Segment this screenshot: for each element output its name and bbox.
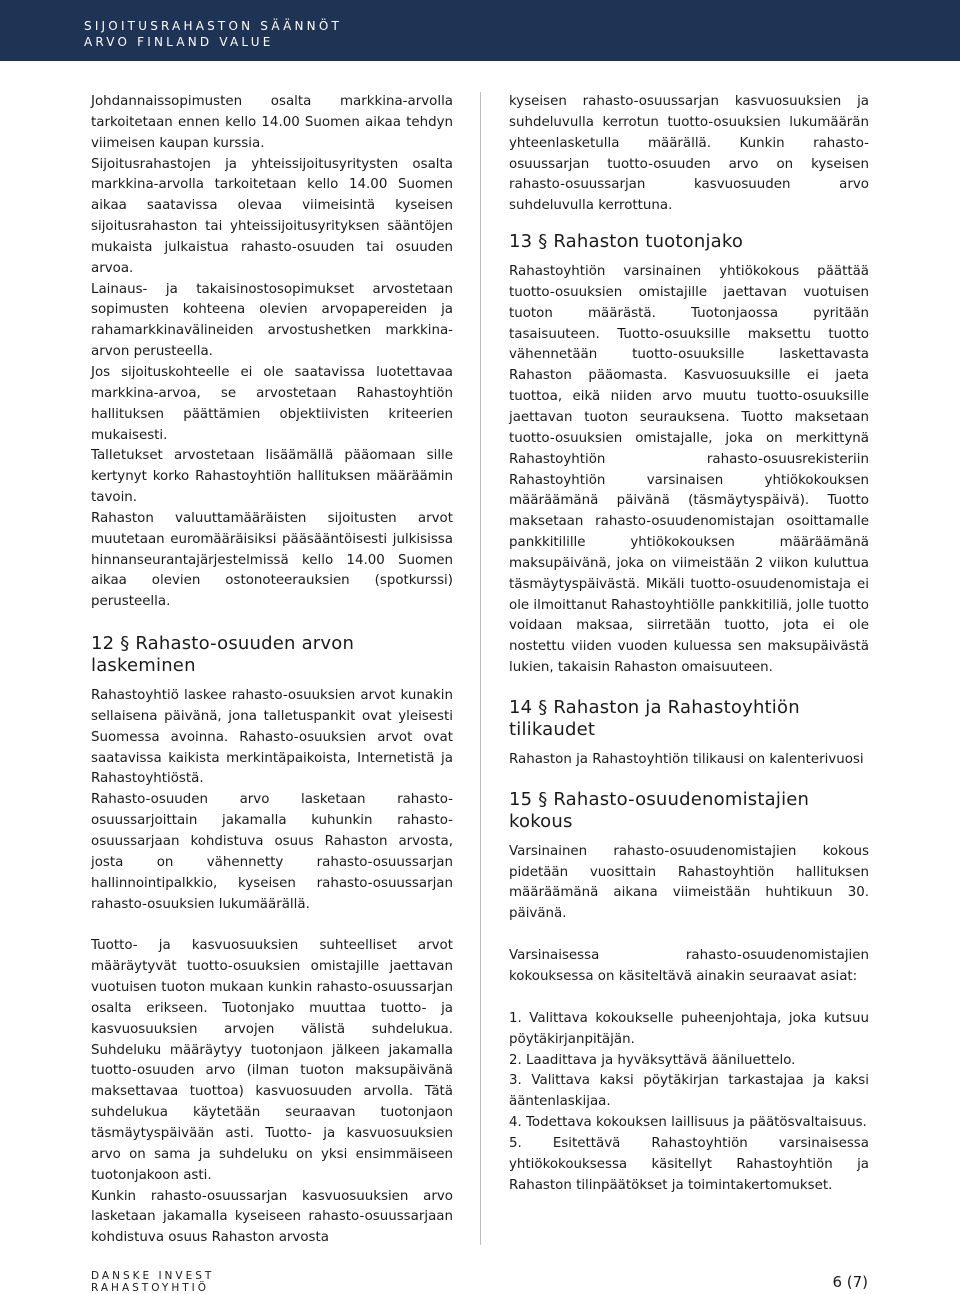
document-title: SIJOITUSRAHASTON SÄÄNNÖT xyxy=(84,19,343,33)
paragraph: kyseisen rahasto-osuussarjan kasvuosuuksien ja suhdeluvulla kerrotun tuotto-osuuksien lukumäärän yhteenlasketulla määrällä. Kunkin rahasto-osuussarjan tuotto-osuuden arvo on kyseisen rahasto-osuussarjan kasvuosuuden arvo suhdeluvulla kerrottuna. xyxy=(509,94,869,214)
paragraph: Rahastoyhtiö laskee rahasto-osuuksien arvot kunakin sellaisena päivänä, jona talletuspankit ovat yleisesti Suomessa avoinna. Rahasto-osuuksien arvot ovat saatavissa kaikista merkintäpaikoista, Internetistä ja Rahastoyhtiöstä. xyxy=(91,688,453,787)
list-item: 2. Laadittava ja hyväksyttävä ääniluettelo. xyxy=(509,1052,796,1068)
paragraph: Lainaus- ja takaisinostosopimukset arvostetaan sopimusten kohteena olevien arvopapereiden ja rahamarkkinavälineiden arvostushetken markkina-arvon perusteella. xyxy=(91,281,453,360)
list-item: 1. Valittava kokoukselle puheenjohtaja, joka kutsuu pöytäkirjanpitäjän. xyxy=(509,1010,869,1047)
section-heading-13: 13 § Rahaston tuotonjako xyxy=(509,231,744,253)
paragraph: Rahaston ja Rahastoyhtiön tilikausi on kalenterivuosi xyxy=(509,751,864,767)
footer-brand xyxy=(91,1270,214,1294)
paragraph: Rahaston valuuttamääräisten sijoitusten arvot muutetaan euromääräisiksi pääsääntöisesti julkisissa hinnanseurantajärjestelmissä kello 14.00 Suomen aikaa olevien ostonoteerauksien (spotkurssi) perusteella. xyxy=(91,510,453,610)
section-heading-15: 15 § Rahasto-osuudenomistajien kokous xyxy=(509,788,810,832)
right-column xyxy=(509,92,869,1196)
document-header xyxy=(0,0,960,61)
paragraph: Rahasto-osuuden arvo lasketaan rahasto-osuussarjoittain jakamalla kuhunkin rahasto-osuussarjaan kohdistuva osuus Rahaston arvosta, josta on vähennetty rahasto-osuussarjan hallinnointipalkkio, kyseisen rahasto-osuussarjan rahasto-osuuksien lukumäärällä. xyxy=(91,792,453,912)
left-column xyxy=(91,92,453,1249)
paragraph: Johdannaissopimusten osalta markkina-arvolla tarkoitetaan ennen kello 14.00 Suomen aikaa tehdyn viimeisen kaupan kurssia. xyxy=(91,94,453,151)
list-item: 3. Valittava kaksi pöytäkirjan tarkastajaa ja kaksi ääntenlaskijaa. xyxy=(509,1073,869,1110)
brand-line: DANSKE INVEST xyxy=(91,1270,215,1282)
paragraph: Talletukset arvostetaan lisäämällä pääomaan sille kertynyt korko Rahastoyhtiön hallituksen määräämin tavoin. xyxy=(91,448,453,506)
page-number: 6 (7) xyxy=(832,1273,868,1291)
list-item: 5. Esitettävä Rahastoyhtiön varsinaisessa yhtiökokouksessa käsitellyt Rahastoyhtiön ja Rahaston tilinpäätökset ja toimintakertomukset. xyxy=(509,1135,869,1193)
brand-line: RAHASTOYHTIÖ xyxy=(91,1282,209,1294)
paragraph: Rahastoyhtiön varsinainen yhtiökokous päättää tuotto-osuuksien omistajille jaettavan vuotuisen tuoton määrästä. Tuotonjaossa pyritään tasaisuuteen. Tuotto-osuuksille maksettu tuotto vähennetään tuotto-osuuksille laskettavasta Rahaston pääomasta. Kasvuosuuksille ei jaeta tuottoa, eikä niiden arvo muutu tuotto-osuuksille jaettavan tuoton seurauksena. Tuotto maksetaan tuotto-osuuksien omistajalle, joka on merkittynä Rahastoyhtiön rahasto-osuusrekisteriin Rahastoyhtiön varsinaisen yhtiökokouksen määräämänä päivänä (täsmäytyspäivä). Tuotto maksetaan rahasto-osuudenomistajan osoittamalle pankkitilille yhtiökokouksen määräämänä maksupäivänä, joka on viimeistään 2 viikon kuluttua täsmäytyspäivästä. Mikäli tuotto-osuudenomistaja ei ole ilmoittanut Rahastoyhtiölle pankkitiliä, jolle tuotto voidaan maksaa, siirretään tuotto, jota ei ole nostettu viiden vuoden kuluessa sen maksupäivästä lukien, takaisin Rahaston omaisuuteen. xyxy=(509,264,869,676)
paragraph: Sijoitusrahastojen ja yhteissijoitusyritysten osalta markkina-arvolla tarkoitetaan kello 14.00 Suomen aikaa saatavissa olevaa viimeisintä kyseisen sijoitusrahaston tai yhteissijoitusyrityksen sääntöjen mukaista julkaistua rahasto-osuuden tai osuuden arvoa. xyxy=(91,156,453,276)
paragraph: Varsinainen rahasto-osuudenomistajien kokous pidetään vuosittain Rahastoyhtiön hallituksen määräämänä aikana viimeistään huhtikuun 30. päivänä. xyxy=(509,843,869,922)
section-heading-14: 14 § Rahaston ja Rahastoyhtiön tilikaudet xyxy=(509,696,800,740)
section-heading-12: 12 § Rahasto-osuuden arvon laskeminen xyxy=(91,633,355,677)
agenda-list xyxy=(509,1009,869,1197)
column-divider xyxy=(480,92,481,1245)
paragraph: Kunkin rahasto-osuussarjan kasvuosuuksien arvo lasketaan jakamalla kyseiseen rahasto-osuussarjaan kohdistuva osuus Rahaston arvosta xyxy=(91,1188,453,1246)
fund-name: ARVO FINLAND VALUE xyxy=(84,35,274,49)
paragraph: Varsinaisessa rahasto-osuudenomistajien kokouksessa on käsiteltävä ainakin seuraavat asiat: xyxy=(509,948,869,984)
list-item: 4. Todettava kokouksen laillisuus ja päätösvaltaisuus. xyxy=(509,1115,867,1131)
paragraph: Tuotto- ja kasvuosuuksien suhteelliset arvot määräytyvät tuotto-osuuksien omistajille jaettavan vuotuisen tuoton mukaan kunkin rahasto-osuussarjan osalta erikseen. Tuotonjako muuttaa tuotto- ja kasvuosuuksien arvojen välistä suhdelukua. Suhdeluku määräytyy tuotonjaon jälkeen jakamalla tuotto-osuuden arvo (ilman tuoton maksupäivänä maksettavaa tuottoa) kasvuosuuden arvolla. Tätä suhdelukua käytetään seuraavan tuotonjaon täsmäytyspäivään asti. Tuotto- ja kasvuosuuksien arvo on sama ja suhdeluku on yksi ensimmäiseen tuotonjakoon asti. xyxy=(91,938,453,1183)
paragraph: Jos sijoituskohteelle ei ole saatavissa luotettavaa markkina-arvoa, se arvostetaan Rahastoyhtiön hallituksen päättämien objektiivisten kriteerien mukaisesti. xyxy=(91,364,453,443)
